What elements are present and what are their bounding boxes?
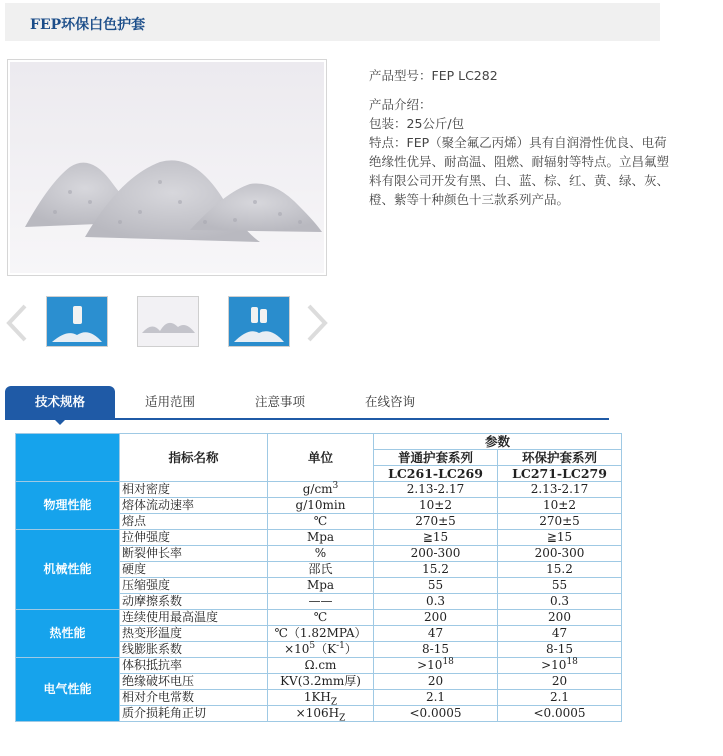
- row-value-text: 47: [427, 626, 444, 640]
- row-unit-unit-sub: Z: [330, 697, 338, 708]
- row-value-text: 0.3: [549, 594, 570, 608]
- row-value-v1: [374, 514, 498, 530]
- row-unit: [268, 594, 374, 610]
- row-unit: [268, 482, 374, 498]
- row-name: 相对密度: [120, 482, 268, 498]
- spec-table: [15, 433, 622, 722]
- row-unit-text: KV(3.2mm厚): [280, 674, 361, 688]
- row-value-v2: [498, 706, 622, 722]
- row-value-v1: [374, 658, 498, 674]
- header-corner: [16, 434, 120, 482]
- row-name: 绝缘破坏电压: [120, 674, 268, 690]
- row-value-v1: [374, 578, 498, 594]
- row-unit-unit-tail: （K: [315, 642, 337, 656]
- page-title: FEP环保白色护套: [30, 17, 146, 33]
- row-value-v2: [498, 690, 622, 706]
- row-unit-text: %: [314, 546, 327, 560]
- series1-name: 普通护套系列: [374, 450, 498, 466]
- row-value-v2: [498, 482, 622, 498]
- row-value-text: ≧15: [546, 530, 573, 544]
- row-value-sup: 18: [566, 657, 578, 667]
- row-unit: [268, 546, 374, 562]
- row-value-text: 2.1: [425, 690, 446, 704]
- row-value-v1: [374, 482, 498, 498]
- row-value-v1: [374, 546, 498, 562]
- row-name: 质介损耗角正切: [120, 706, 268, 722]
- row-value-text: 200-300: [410, 546, 461, 560]
- row-unit-text: ——: [308, 594, 333, 608]
- row-unit-text: Mpa: [306, 530, 335, 544]
- row-value-text: >10: [417, 658, 443, 672]
- row-value-v1: [374, 610, 498, 626]
- row-value-text: ≧15: [422, 530, 449, 544]
- row-unit: [268, 514, 374, 530]
- series2-name: 环保护套系列: [498, 450, 622, 466]
- row-value-text: 10±2: [543, 498, 576, 512]
- row-value-v1: [374, 706, 498, 722]
- row-unit-unit-end: ）: [344, 642, 357, 656]
- row-value-v2: [498, 674, 622, 690]
- row-value-v2: [498, 530, 622, 546]
- row-unit-unit-sub: Z: [339, 713, 346, 724]
- row-unit-text: g/10min: [295, 498, 346, 512]
- row-unit-unit-sup: 3: [332, 481, 339, 491]
- row-unit: [268, 658, 374, 674]
- row-value-text: <0.0005: [533, 706, 586, 720]
- row-unit-text: ×10: [284, 642, 310, 656]
- row-name: 连续使用最高温度: [120, 610, 268, 626]
- row-value-v1: [374, 690, 498, 706]
- category-physical: 物理性能: [16, 482, 120, 530]
- table-row: [16, 658, 622, 674]
- row-unit-text: g/cm: [302, 482, 333, 496]
- table-row: [16, 482, 622, 498]
- row-name: 动摩擦系数: [120, 594, 268, 610]
- product-features: 特点：FEP（聚全氟乙丙烯）具有自润滑性优良、电荷绝缘性优异、耐高温、阻燃、耐辐射等特点。立昌氟塑料有限公司开发有黑、白、蓝、棕、红、黄、绿、灰、橙、紫等十种颜色十三款系列产品。: [369, 135, 670, 207]
- row-value-v2: [498, 498, 622, 514]
- row-value-v2: [498, 610, 622, 626]
- row-value-text: 10±2: [419, 498, 452, 512]
- row-value-v2: [498, 578, 622, 594]
- row-value-v1: [374, 562, 498, 578]
- tab-bar: [5, 386, 609, 420]
- row-unit-text: ℃（1.82MPA）: [274, 626, 367, 640]
- row-value-v1: [374, 642, 498, 658]
- row-unit-text: Ω.cm: [304, 658, 337, 672]
- row-value-v1: [374, 530, 498, 546]
- row-unit: [268, 578, 374, 594]
- row-value-v2: [498, 626, 622, 642]
- row-unit: [268, 690, 374, 706]
- row-value-text: 200: [548, 610, 571, 624]
- category-electrical: 电气性能: [16, 658, 120, 722]
- category-mechanical: 机械性能: [16, 530, 120, 610]
- tab-specs[interactable]: 技术规格: [5, 386, 115, 418]
- row-unit-unit-tail-sup: -1: [336, 641, 345, 651]
- row-value-v2: [498, 514, 622, 530]
- product-model: 产品型号：FEP LC282: [369, 68, 498, 83]
- row-name: 硬度: [120, 562, 268, 578]
- row-unit: [268, 626, 374, 642]
- product-info: [369, 66, 669, 209]
- thumbnail-blue-pellets-2[interactable]: [228, 296, 290, 347]
- row-unit: [268, 498, 374, 514]
- thumbnail-white-pellets[interactable]: [137, 296, 199, 347]
- product-packing: 包装：25公斤/包: [369, 116, 465, 131]
- header-params: 参数: [374, 434, 622, 450]
- row-unit: [268, 562, 374, 578]
- header-name: 指标名称: [120, 434, 268, 482]
- row-value-text: 55: [427, 578, 444, 592]
- row-value-v1: [374, 674, 498, 690]
- row-name: 熔点: [120, 514, 268, 530]
- row-name: 相对介电常数: [120, 690, 268, 706]
- row-value-v2: [498, 642, 622, 658]
- row-name: 压缩强度: [120, 578, 268, 594]
- row-unit: [268, 674, 374, 690]
- row-unit-text: ℃: [313, 514, 328, 528]
- row-value-text: 200: [424, 610, 447, 624]
- row-unit-unit-sup: 5: [309, 641, 316, 651]
- tab-consult[interactable]: 在线咨询: [364, 394, 415, 409]
- table-row: [16, 610, 622, 626]
- row-unit-text: Mpa: [306, 578, 335, 592]
- thumbnail-blue-pellets[interactable]: [46, 296, 108, 347]
- row-unit: [268, 530, 374, 546]
- row-value-v1: [374, 626, 498, 642]
- page-title-bar: [5, 3, 660, 41]
- category-thermal: 热性能: [16, 610, 120, 658]
- row-value-text: <0.0005: [409, 706, 462, 720]
- series1-range: LC261-LC269: [374, 466, 498, 482]
- row-name: 线膨胀系数: [120, 642, 268, 658]
- row-value-sup: 18: [442, 657, 454, 667]
- row-unit: [268, 706, 374, 722]
- row-value-text: 15.2: [546, 562, 573, 576]
- row-value-v2: [498, 658, 622, 674]
- series2-range: LC271-LC279: [498, 466, 622, 482]
- tab-notes[interactable]: 注意事项: [254, 394, 305, 409]
- row-value-text: 270±5: [539, 514, 580, 528]
- table-row: [16, 530, 622, 546]
- row-value-text: 2.13-2.17: [406, 482, 465, 496]
- row-value-text: >10: [541, 658, 567, 672]
- row-value-v2: [498, 546, 622, 562]
- row-value-text: 15.2: [422, 562, 449, 576]
- tab-applications[interactable]: 适用范围: [144, 394, 195, 409]
- row-value-text: 8-15: [546, 642, 573, 656]
- chevron-right-icon[interactable]: [305, 304, 329, 342]
- row-value-v2: [498, 594, 622, 610]
- row-value-text: 270±5: [415, 514, 456, 528]
- product-main-image[interactable]: [7, 59, 327, 276]
- row-value-text: 2.13-2.17: [530, 482, 589, 496]
- row-unit-text: ℃: [313, 610, 328, 624]
- row-value-text: 47: [551, 626, 568, 640]
- row-value-text: 8-15: [422, 642, 449, 656]
- row-value-text: 20: [427, 674, 444, 688]
- row-name: 体积抵抗率: [120, 658, 268, 674]
- row-value-text: 55: [551, 578, 568, 592]
- row-name: 断裂伸长率: [120, 546, 268, 562]
- row-unit-text: 邵氏: [308, 562, 333, 576]
- row-value-text: 0.3: [425, 594, 446, 608]
- row-value-v2: [498, 562, 622, 578]
- chevron-left-icon[interactable]: [5, 304, 29, 342]
- row-value-v1: [374, 594, 498, 610]
- header-unit: 单位: [268, 434, 374, 482]
- row-value-v1: [374, 498, 498, 514]
- row-unit-text: ×106H: [295, 706, 340, 720]
- row-value-text: 200-300: [534, 546, 585, 560]
- row-name: 拉伸强度: [120, 530, 268, 546]
- row-unit: [268, 610, 374, 626]
- row-value-text: 20: [551, 674, 568, 688]
- row-unit-text: 1KH: [303, 690, 331, 704]
- row-name: 熔体流动速率: [120, 498, 268, 514]
- row-name: 热变形温度: [120, 626, 268, 642]
- product-intro-label: 产品介绍：: [369, 97, 432, 112]
- row-unit: [268, 642, 374, 658]
- row-value-text: 2.1: [549, 690, 570, 704]
